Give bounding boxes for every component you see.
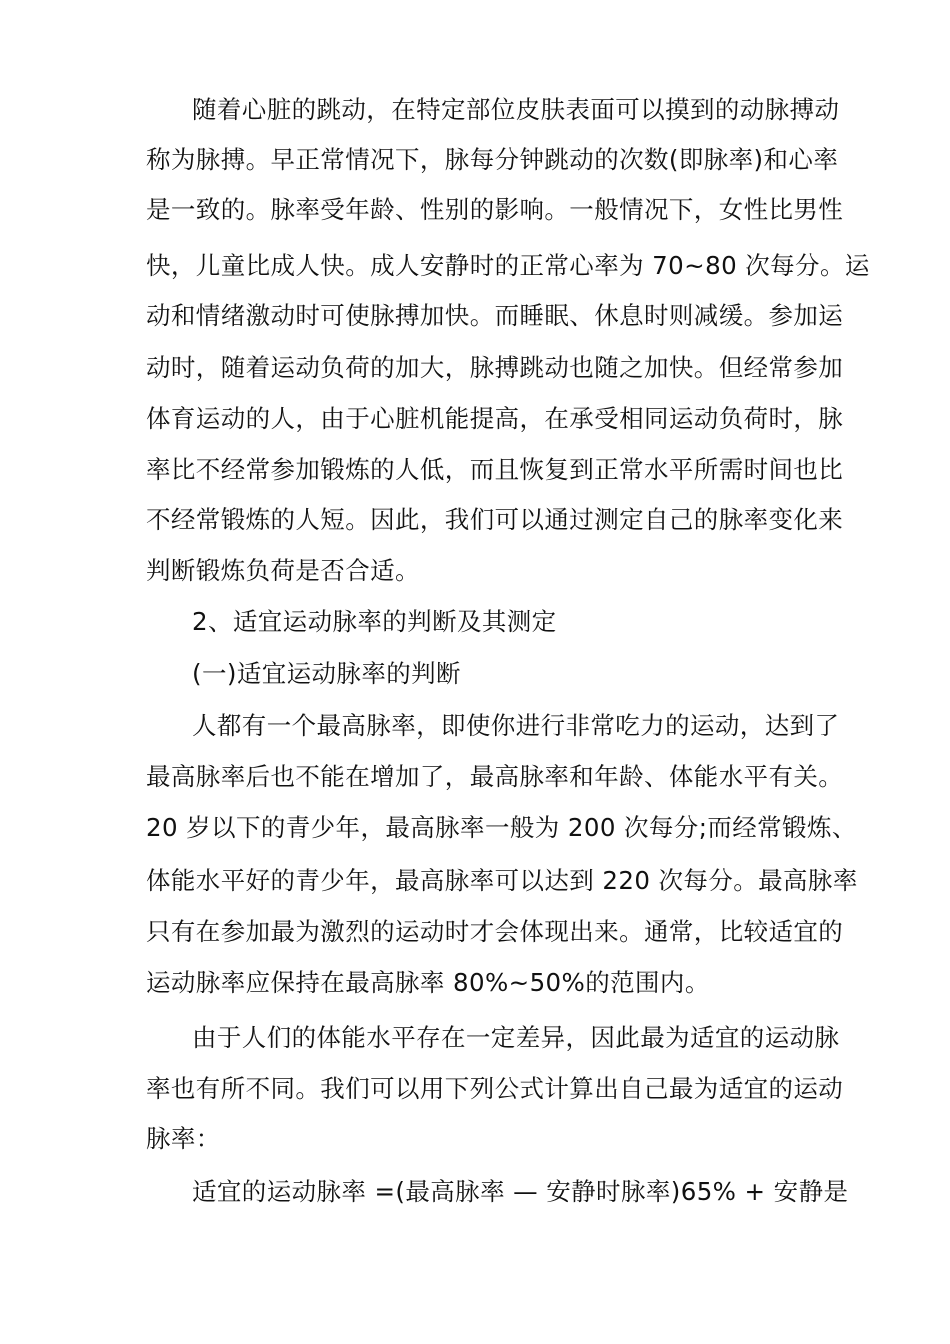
paragraph-line: 运动脉率应保持在最高脉率 80%~50%的范围内。 [146, 968, 710, 997]
paragraph-line: 最高脉率后也不能在增加了，最高脉率和年龄、体能水平有关。 [146, 762, 844, 791]
paragraph-line: 20 岁以下的青少年，最高脉率一般为 200 次每分;而经常锻炼、 [146, 813, 857, 842]
paragraph-line: 判断锻炼负荷是否合适。 [146, 556, 420, 585]
paragraph-line: 人都有一个最高脉率，即使你进行非常吃力的运动，达到了 [192, 711, 840, 740]
paragraph-line: 动时，随着运动负荷的加大，脉搏跳动也随之加快。但经常参加 [146, 353, 844, 382]
paragraph-line: 随着心脏的跳动，在特定部位皮肤表面可以摸到的动脉搏动 [192, 95, 840, 124]
paragraph-line: 体能水平好的青少年，最高脉率可以达到 220 次每分。最高脉率 [146, 866, 858, 895]
paragraph-line: 率比不经常参加锻炼的人低，而且恢复到正常水平所需时间也比 [146, 455, 844, 484]
paragraph-line: 率也有所不同。我们可以用下列公式计算出自己最为适宜的运动 [146, 1074, 844, 1103]
paragraph-line: 动和情绪激动时可使脉搏加快。而睡眠、休息时则减缓。参加运 [146, 301, 844, 330]
paragraph-line: 快，儿童比成人快。成人安静时的正常心率为 70~80 次每分。运 [146, 251, 870, 280]
paragraph-line: 只有在参加最为激烈的运动时才会体现出来。通常，比较适宜的 [146, 917, 844, 946]
section-heading: 2、适宜运动脉率的判断及其测定 [192, 607, 557, 636]
paragraph-line: 是一致的。脉率受年龄、性别的影响。一般情况下，女性比男性 [146, 195, 844, 224]
paragraph-line: 体育运动的人，由于心脏机能提高，在承受相同运动负荷时，脉 [146, 404, 844, 433]
paragraph-line: 由于人们的体能水平存在一定差异，因此最为适宜的运动脉 [192, 1023, 840, 1052]
paragraph-line: 不经常锻炼的人短。因此，我们可以通过测定自己的脉率变化来 [146, 505, 844, 534]
paragraph-line: 脉率： [146, 1124, 221, 1153]
paragraph-line: 称为脉搏。早正常情况下，脉每分钟跳动的次数(即脉率)和心率 [146, 145, 839, 174]
subsection-heading: (一)适宜运动脉率的判断 [192, 659, 461, 688]
formula-line: 适宜的运动脉率 =(最高脉率 — 安静时脉率)65% + 安静是 [192, 1177, 849, 1206]
